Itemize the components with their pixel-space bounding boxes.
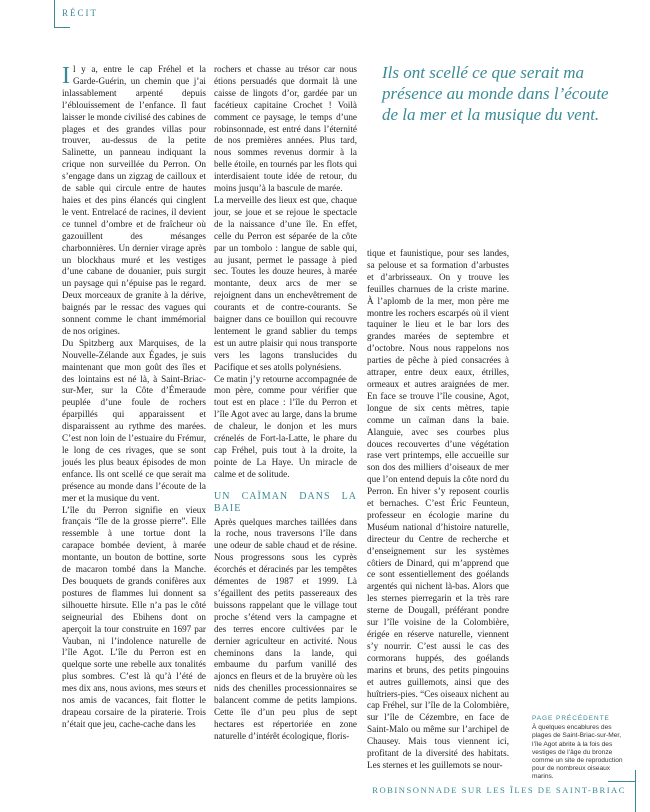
header-rule [54,27,70,28]
paragraph: tique et faunistique, pour ses landes, sa pelouse et sa formation d’arbustes et d’arbrisseaux. On y trouve les feuilles charnues de la criste marine. À l’aplomb de la mer, mon père me montre les rochers escarpés où il vient taquiner le lieu et le bar lors des grandes marées de septembre et d’octobre. Nous nous rappelons nos parties de pêche à pied consacrées à attraper, entre deux eaux, étrilles, ormeaux et autres araignées de mer. En face se trouve l’île cousine, Agot, longue de six cents mètres, tapie comme un caïman dans la baie. Alanguie, avec ses courbes plus douces recouvertes d’une végétation rase vert printemps, elle accueille sur son dos des milliers d’oiseaux de mer que l’on entend depuis la côte nord du Perron. En hiver s’y reposent courlis et bernaches. C’est Éric Feunteun, professeur en écologie marine du Muséum national d’histoire naturelle, directeur du Centre de recherche et d’enseignement sur les systèmes côtiers de Dinard, qui m’apprend que ce sont essentiellement des goélands argentés qui nichent là-bas. Alors que les sternes pierregarin et la très rare sterne de Dougall, préférant pondre sur l’île voisine de la Colombière, érigée en réserve naturelle, viennent s’y nourrir. C’est aussi le cas des cormorans huppés, des goélands marins et bruns, des petits pingouins et autres guillemots, ainsi que des huîtriers-pies. “Ces oiseaux nichent au cap Fréhel, sur l’île de la Colombière, sur l’île de Cézembre, en face de Saint-Malo ou même sur l’archipel de Chausey. Mais tous viennent ici, profitant de la diversité des habitats. Les sternes et les guillemots se nour- [367,248,509,770]
text-column-2 [214,64,357,743]
paragraph [62,64,206,338]
caption-title: PAGE PRÉCÉDENTE [532,715,610,722]
right-margin-rule [635,770,636,812]
paragraph: Ce matin j’y retourne accompagnée de mon père, comme pour vérifier que tout est en place : l’île du Perron et l’île Agot avec au large, dans la brume de chaleur, le donjon et les murs crénelés de Fort-la-Latte, le phare du cap Fréhel, puis tout à la droite, la pointe de La Haye. Un miracle de calme et de solitude. [214,373,357,479]
text-column-1 [62,64,206,731]
paragraph: rochers et chasse au trésor car nous étions persuadés que dormait là une caisse de lingots d’or, gardée par un facétieux capitaine Crochet ! Voilà comment ce paysage, le temps d’une robinsonnade, est entré dans l’éternité de nos premières années. Plus tard, nous sommes revenus dormir à la belle étoile, en tournés par les flots qui interdisaient toute idée de retour, du moins jusqu’à la bascule de marée. [214,64,357,194]
pull-quote: Ils ont scellé ce que serait ma présence au monde dans l’écoute de la mer et la musique du vent. [382,63,609,124]
left-margin-rule [54,0,55,28]
caption-text: À quelques encablures des plages de Saint-Briac-sur-Mer, l’île Agot abrite à la fois des vestiges de l’âge du bronze comme un site de reproduction pour de nombreux oiseaux marins. [532,724,623,781]
section-heading: UN CAÏMAN DANS LA BAIE [214,490,357,514]
drop-cap: I [62,63,70,89]
photo-caption [532,715,628,782]
paragraph: L’île du Perron signifie en vieux français “île de la grosse pierre”. Elle ressemble à une tortue dont la carapace bombée devient, à marée montante, un bouton de bottine, sorte de macaron tombé dans la Manche. Des bouquets de grands conifères aux postures de flammes lui donnent sa silhouette hirsute. Elle n’a pas le côté seigneurial des Ebihens dont on aperçoit la tour construite en 1697 par Vauban, ni l’indolence naturelle de l’île Agot. L’île du Perron est en quelque sorte une rebelle aux tonalités plus sombres. C’est là qu’à l’été de mes dix ans, nous avions, mes sœurs et nos amis de vacances, fait flotter le drapeau corsaire de la piraterie. Trois n’était que jeu, cache-cache dans les [62,504,206,729]
paragraph: La merveille des lieux est que, chaque jour, se joue et se rejoue le spectacle de la naissance d’une île. En effet, celle du Perron est séparée de la côte par un tombolo : langue de sable qui, au jusant, permet le passage à pied sec. Toutes les douze heures, à marée montante, deux arcs de mer se rejoignent dans un enchevêtrement de courants et de contre-courants. Se baigner dans ce bouillon qui recouvre lentement le grand sablier du temps est un autre plaisir qui nous transporte vers les lagons translucides du Pacifique et ses atolls polynésiens. [214,194,357,372]
running-footer: ROBINSONNADE SUR LES ÎLES DE SAINT-BRIAC [372,785,626,795]
paragraph-text: l y a, entre le cap Fréhel et la Garde-Guérin, un chemin que j’ai inlassablement arpenté depuis l’éblouissement de l’enfance. Il faut laisser le monde civilisé des cabines de plages et des grandes villas pour trouver, au-dessus de la petite Salinette, un panneau indiquant la crique non surveillée du Perron. On s’engage dans un zigzag de cailloux et de sable qui circule entre de hautes haies et des pins élancés qui cinglent le vent. Entrelacé de racines, il devient ce tunnel d’ombre et de fraîcheur où gazouillent des mésanges charbonnières. Un dernier virage après un blockhaus muré et les vestiges d’une cabane de douanier, puis surgit un paysage qui n’épuise pas le regard. Deux morceaux de granite à la dérive, baignés par le ressac des vagues qui sonnent comme le chant immémorial de nos origines. [62,64,206,336]
paragraph: Du Spitzberg aux Marquises, de la Nouvelle-Zélande aux Égades, je suis maintenant que mon goût des îles et des lointains est né là, à Saint-Briac-sur-Mer, sur la Côte d’Émeraude peuplée d’une foule de rochers éparpillés qui apparaissent et disparaissent au rythme des marées. C’est non loin de l’estuaire du Frémur, le long de ces rivages, que se sont joués les plus beaux épisodes de mon enfance. Ils ont scellé ce que serait ma présence au monde dans l’écoute de la mer et la musique du vent. [62,337,206,503]
section-label: RÉCIT [62,8,98,18]
paragraph: Après quelques marches taillées dans la roche, nous traversons l’île dans une odeur de sable chaud et de résine. Nous progressons sous les cyprès écorchés et déracinés par les tempêtes démentes de 1987 et 1999. Là s’égaillent des petits passereaux des buissons rappelant que le village tout proche s’étend vers la campagne et des terres encore cultivées par le dernier agriculteur en activité. Nous cheminons dans la lande, qui embaume du parfum vanillé des ajoncs en fleurs et de la bruyère où les nids des chenilles processionnaires se balancent comme de petits lampions. Cette île d’un peu plus de sept hectares est répertoriée en zone naturelle d’intérêt écologique, floris- [214,516,357,741]
text-column-3 [367,248,509,772]
